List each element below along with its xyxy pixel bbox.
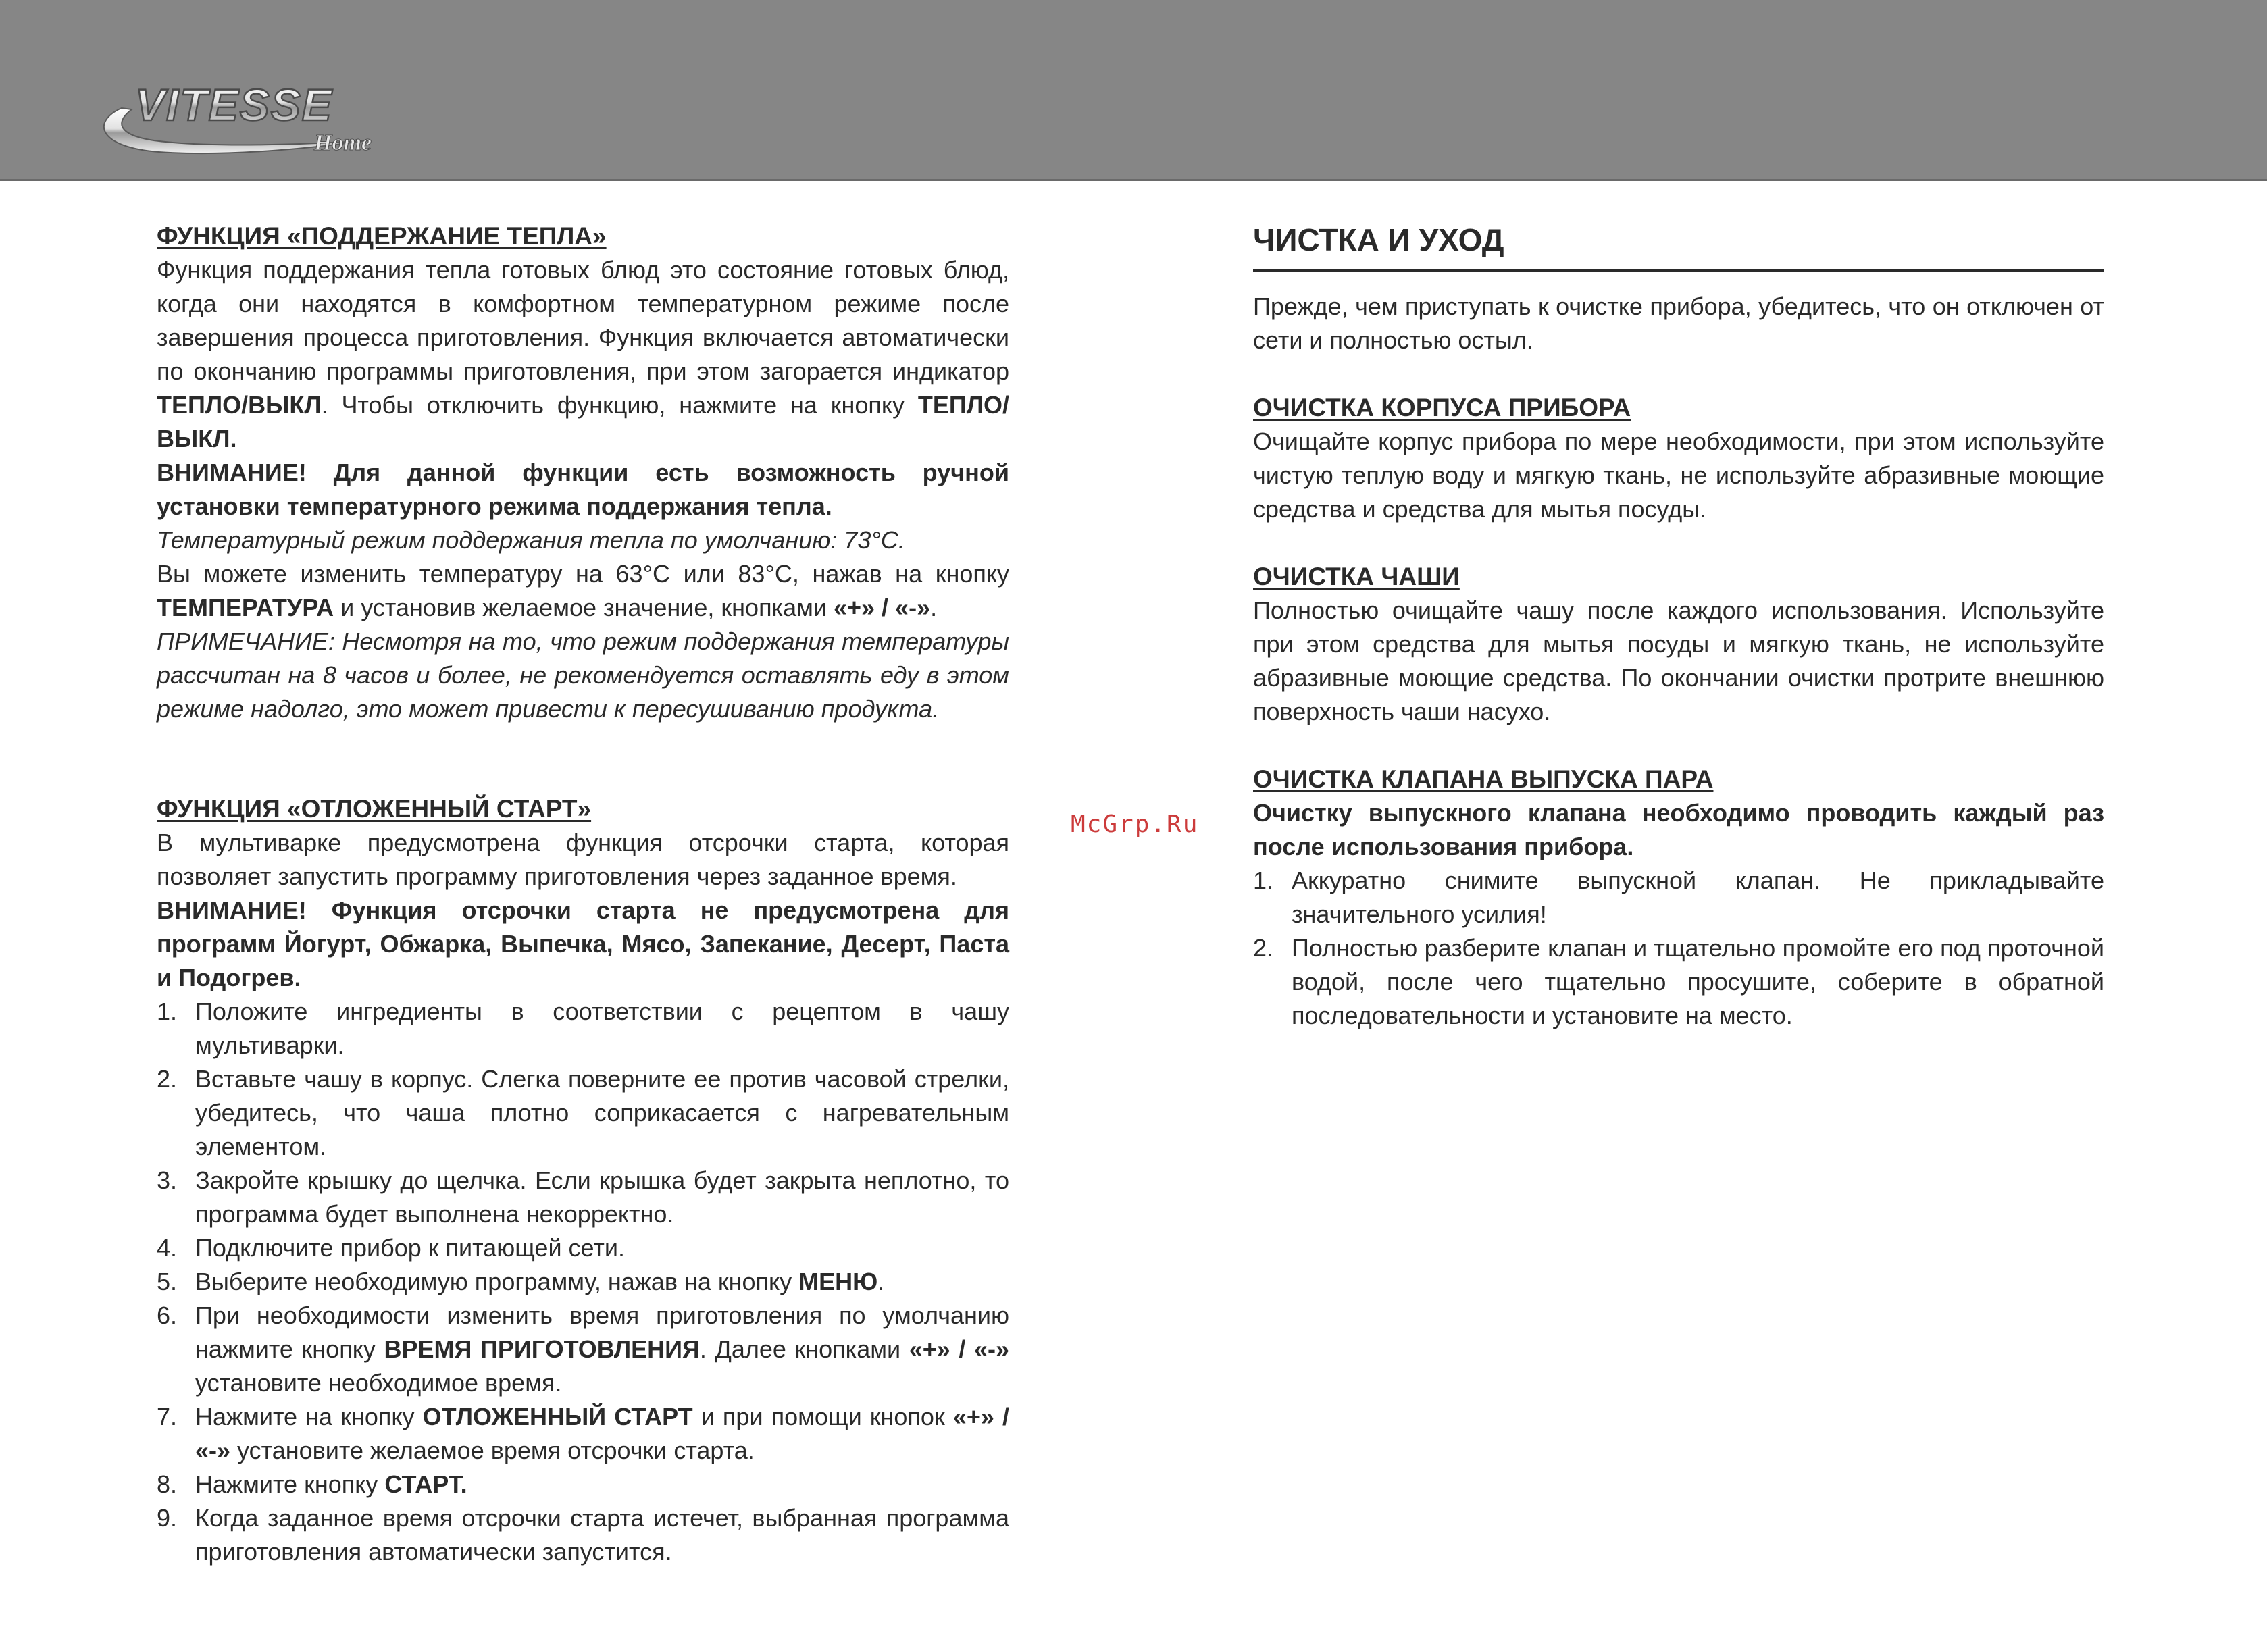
list-item: 1. Положите ингредиенты в соответствии с рецептом в чашу мультиварки. bbox=[157, 998, 1009, 1059]
temperature-button-label: ТЕМПЕРАТУРА bbox=[157, 594, 334, 621]
valve-cleaning-title: ОЧИСТКА КЛАПАНА ВЫПУСКА ПАРА bbox=[1253, 765, 1714, 793]
plus-minus-keys: «+» / «-» bbox=[195, 1403, 1009, 1464]
plus-minus-keys: «+» / «-» bbox=[833, 594, 931, 621]
list-item: 9. Когда заданное время отсрочки старта истечет, выбранная программа приготовления автоматически запустится. bbox=[157, 1504, 1009, 1566]
svg-text:VITESSE: VITESSE bbox=[135, 80, 333, 130]
list-item: 6. При необходимости изменить время приготовления по умолчанию нажмите кнопку ВРЕМЯ ПРИГОТОВЛЕНИЯ. Далее кнопками «+» / «-» установите необходимое время. bbox=[157, 1301, 1009, 1397]
right-column bbox=[1253, 220, 2104, 1033]
delayed-start-button-label: ОТЛОЖЕННЫЙ СТАРТ bbox=[422, 1403, 693, 1430]
start-button-label: СТАРТ. bbox=[384, 1470, 467, 1498]
keep-warm-change-temp: Вы можете изменить температуру на 63°С или 83°С, нажав на кнопку ТЕМПЕРАТУРА и установив желаемое значение, кнопками «+» / «-». bbox=[157, 560, 1009, 621]
svg-text:Home: Home bbox=[314, 130, 372, 155]
bowl-cleaning-text: Полностью очищайте чашу после каждого использования. Используйте при этом средства для мытья посуды и мягкую ткань, не используйте абразивные моющие средства. По окончании очистки протрите внешнюю поверхность чаши насухо. bbox=[1253, 596, 2104, 725]
keep-warm-default-temp: Температурный режим поддержания тепла по умолчанию: 73°С. bbox=[157, 526, 905, 554]
vitesse-logo bbox=[84, 68, 409, 169]
page-header bbox=[0, 0, 2267, 181]
list-item: 2. Вставьте чашу в корпус. Слегка поверните ее против часовой стрелки, убедитесь, что чаша плотно соприкасается с нагревательным элементом. bbox=[157, 1065, 1009, 1160]
watermark-text: McGrp.Ru bbox=[1071, 810, 1199, 838]
list-item: 3. Закройте крышку до щелчка. Если крышка будет закрыта неплотно, то программа будет выполнена некорректно. bbox=[157, 1166, 1009, 1228]
keep-warm-title: ФУНКЦИЯ «ПОДДЕРЖАНИЕ ТЕПЛА» bbox=[157, 222, 607, 250]
keep-warm-warning: ВНИМАНИЕ! Для данной функции есть возможность ручной установки температурного режима поддержания тепла. bbox=[157, 459, 1009, 520]
bowl-cleaning-title: ОЧИСТКА ЧАШИ bbox=[1253, 563, 1460, 590]
left-column bbox=[157, 220, 1009, 1569]
list-item: 8. Нажмите кнопку СТАРТ. bbox=[157, 1470, 467, 1498]
plus-minus-keys: «+» / «-» bbox=[909, 1335, 1009, 1363]
delayed-start-warning: ВНИМАНИЕ! Функция отсрочки старта не предусмотрена для программ Йогурт, Обжарка, Выпечка, Мясо, Запекание, Десерт, Паста и Подогрев. bbox=[157, 896, 1009, 991]
cook-time-button-label: ВРЕМЯ ПРИГОТОВЛЕНИЯ bbox=[384, 1335, 700, 1363]
valve-cleaning-steps bbox=[1253, 864, 2104, 1033]
list-item: 7. Нажмите на кнопку ОТЛОЖЕННЫЙ СТАРТ и при помощи кнопок «+» / «-» установите желаемое время отсрочки старта. bbox=[157, 1403, 1009, 1464]
keep-warm-note: ПРИМЕЧАНИЕ: Несмотря на то, что режим поддержания температуры рассчитан на 8 часов и более, не рекомендуется оставлять еду в этом режиме надолго, это может привести к пересушиванию продукта. bbox=[157, 627, 1009, 723]
warm-off-button-label-2: ТЕПЛО/ВЫКЛ. bbox=[157, 391, 1009, 453]
body-cleaning-text: Очищайте корпус прибора по мере необходимости, при этом используйте чистую теплую воду и мягкую ткань, не используйте абразивные моющие средства и средства для мытья посуды. bbox=[1253, 428, 2104, 523]
cleaning-intro: Прежде, чем приступать к очистке прибора, убедитесь, что он отключен от сети и полностью остыл. bbox=[1253, 292, 2104, 354]
cleaning-title: ЧИСТКА И УХОД bbox=[1253, 220, 2104, 272]
list-item: 1. Аккуратно снимите выпускной клапан. Не прикладывайте значительного усилия! bbox=[1253, 867, 2104, 928]
list-item: 5. Выберите необходимую программу, нажав на кнопку МЕНЮ. bbox=[157, 1268, 885, 1295]
delayed-start-title: ФУНКЦИЯ «ОТЛОЖЕННЫЙ СТАРТ» bbox=[157, 795, 592, 823]
keep-warm-intro: Функция поддержания тепла готовых блюд это состояние готовых блюд, когда они находятся в комфортном температурном режиме после завершения процесса приготовления. Функция включается автоматически по окончанию программы приготовления, при этом загорается индикатор ТЕПЛО/ВЫКЛ. Чтобы отключить функцию, нажмите на кнопку ТЕПЛО/ВЫКЛ. bbox=[157, 256, 1009, 453]
delayed-start-steps bbox=[157, 995, 1009, 1569]
menu-button-label: МЕНЮ bbox=[798, 1268, 878, 1295]
warm-off-button-label: ТЕПЛО/ВЫКЛ bbox=[157, 391, 322, 419]
list-item: 2. Полностью разберите клапан и тщательно промойте его под проточной водой, после чего тщательно просушите, соберите в обратной последовательности и установите на место. bbox=[1253, 934, 2104, 1029]
list-item: 4. Подключите прибор к питающей сети. bbox=[157, 1234, 625, 1262]
valve-cleaning-warning: Очистку выпускного клапана необходимо проводить каждый раз после использования прибора. bbox=[1253, 799, 2104, 860]
delayed-start-intro: В мультиварке предусмотрена функция отсрочки старта, которая позволяет запустить программу приготовления через заданное время. bbox=[157, 829, 1009, 890]
body-cleaning-title: ОЧИСТКА КОРПУСА ПРИБОРА bbox=[1253, 394, 1631, 421]
